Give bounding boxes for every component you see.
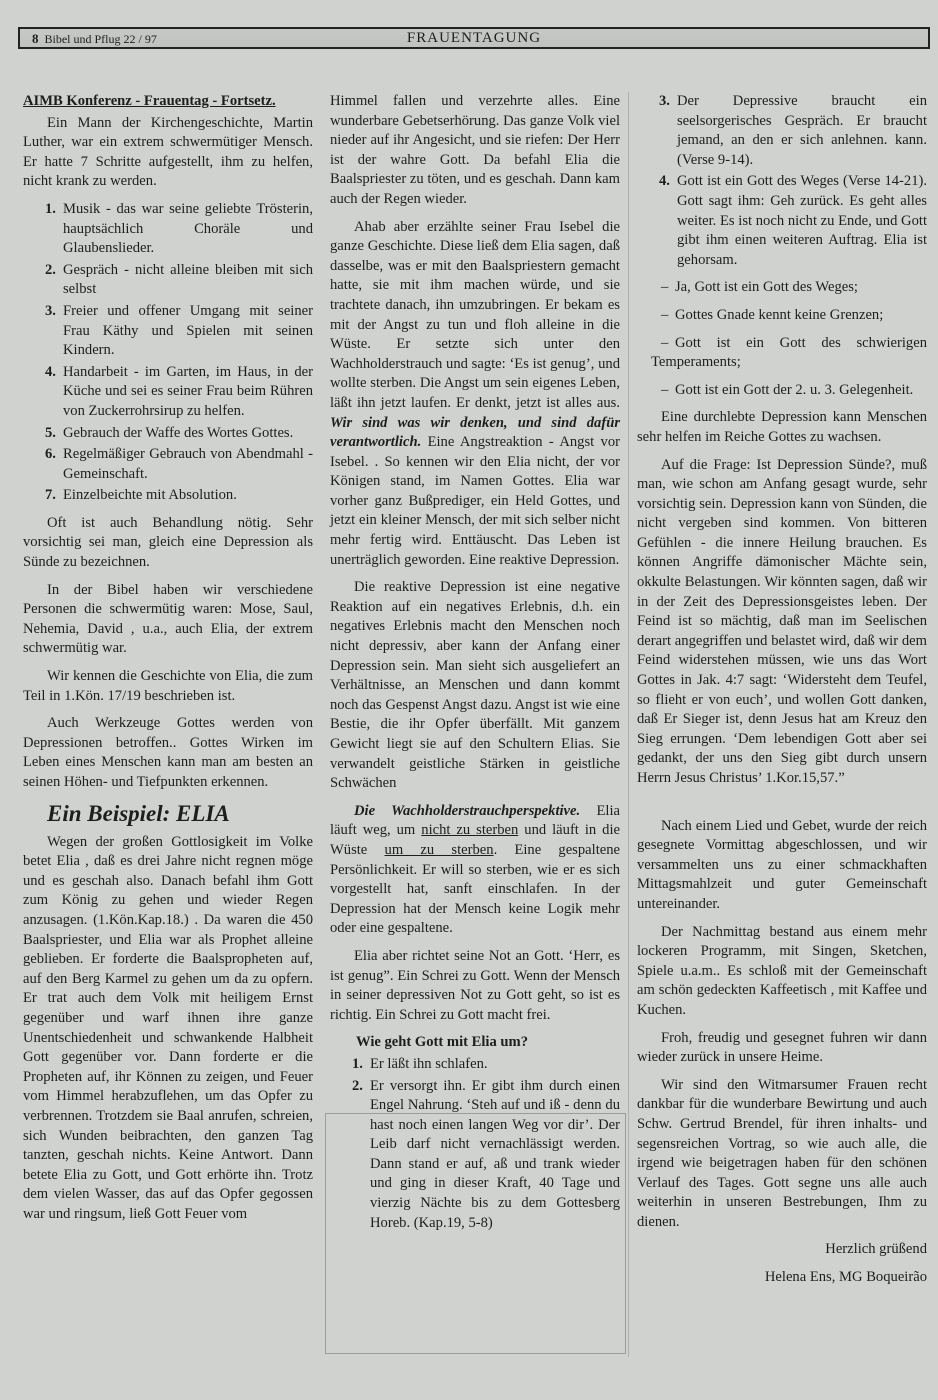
paragraph: Oft ist auch Behandlung nötig. Sehr vorsichtig sei man, gleich eine Depression als Sünde zu bezeichnen. [23, 514, 313, 571]
column-rule [628, 92, 629, 1357]
dash-item: – Ja, Gott ist ein Gott des Weges; [637, 278, 927, 298]
list-number: 7. [45, 487, 56, 504]
paragraph: Eine durchlebte Depression kann Menschen sehr helfen im Reiche Gottes zu wachsen. [637, 409, 927, 445]
emphasis-title: Die Wachholderstrauchperspektive. [354, 802, 581, 819]
dash-item: – Gott ist ein Gott des schwierigen Temperaments; [637, 334, 927, 373]
paragraph-text: Elia läuft weg, um [330, 802, 620, 839]
list-item [23, 424, 313, 444]
column-3 [637, 92, 927, 1296]
list-text: Gespräch - nicht alleine bleiben mit sich selbst [63, 261, 313, 298]
paragraph: Himmel fallen und verzehrte alles. Eine wunderbare Gebetserhörung. Das ganze Volk viel nieder auf ihr Angesicht, und sie riefen: Der Herr ist der wahre Gott. Da befahl Elia die Baalspriester zu töten, und es geschah. Dann kam auch der Regen wieder. [330, 93, 620, 207]
paragraph-text: Eine Angstreaktion - Angst vor Isebel. . So kennen wir den Elia nicht, der vor Königen stand, im Namen Gottes. Elia war vorher ganz Bußprediger, ein Held Gottes, und jetzt ein kleiner Mensch, der mit sich selber nicht mehr fertig wird. Enttäuscht. Das Leben ist unerträglich geworden. Eine reaktive Depression. [330, 434, 620, 568]
list-item [23, 486, 313, 506]
list-item [23, 302, 313, 361]
paragraph: Froh, freudig und gesegnet fuhren wir dann wieder zurück in unsere Heime. [637, 1029, 927, 1066]
paragraph: Auch Werkzeuge Gottes werden von Depressionen betroffen.. Gottes Wirken im Leben eines Menschen kann man am besten an seinen Höhen- und Tiefpunkten erkennen. [23, 715, 313, 790]
article-heading: AIMB Konferenz - Frauentag - Fortsetz. [23, 93, 276, 109]
list-item [637, 172, 927, 270]
paragraph [330, 802, 620, 939]
list-item [330, 1077, 620, 1234]
list-text: Er versorgt ihn. Er gibt ihm durch einen Engel Nahrung. ‘Steh auf und iß - denn du hast noch einen langen Weg vor dir’. Der Leib darf nicht vernachlässigt werden. Dann stand er auf, aß und trank wieder und ging in dieser Kraft, 40 Tage und vierzig Nächte bis zu dem Gottesberg Horeb. (Kap.19, 5-8) [370, 1077, 620, 1231]
paragraph: Ein Mann der Kirchengeschichte, Martin Luther, war ein extrem schwermütiger Mensch. Er hatte 7 Schritte aufgestellt, ihm zu helfen, nicht krank zu werden. [23, 114, 313, 190]
paragraph-text: Ahab aber erzählte seiner Frau Isebel die ganze Geschichte. Diese ließ dem Elia sagen, daß dasselbe, was er mit den Baalspriestern gemacht hatte, sie mit ihm machen würde, und sie trachtete danach, ihn umzubringen. Er bekam es mit der Angst zu tun und floh alleine in die Wüste. Er setzte sich unter den Wachholderstrauch und sagte: ‘Es ist genug’, und wollte sterben. Die Angst um sein eigenes Leben, läßt ihn jetzt laufen. Er denkt, jetzt ist alles aus. [330, 218, 620, 411]
list-item [23, 445, 313, 484]
list-text: Gott ist ein Gott des Weges (Verse 14-21). Gott sagt ihm: Geh zurück. Es geht alles weiter. Es ist noch nicht zu Ende, und Gott gibt ihm einen weiteren Auftrag. Elia ist gehorsam. [677, 173, 927, 268]
list-text: Handarbeit - im Garten, im Haus, in der Küche und sei es seiner Frau beim Rühren von Zuckerrohrsirup zu helfen. [63, 363, 313, 419]
list-item [23, 261, 313, 300]
list-number: 6. [45, 446, 56, 463]
closing-greeting: Herzlich grüßend [825, 1241, 927, 1258]
paragraph: Auf die Frage: Ist Depression Sünde?, muß man, wie schon am Anfang gesagt wurde, sehr vorsichtig sein. Depression kann von Sünden, die nicht vergeben sind kommen. Von bitteren Gefühlen - die innere Heilung brauchen. Es können Angriffe dämonischer Mächte sein, okkulte Belastungen. Wir könnten sagen, daß wir in der Zeit des Depressionsgeistes leben. Der Feind ist so mächtig, daß man im Seelischen derart angegriffen und belastet wird, daß wir dem Feind widerstehen müssen, wie uns das Wort Gottes in Jak. 4:7 sagt: ‘Widersteht dem Teufel, so flieht er von euch’, und wollen Gott danken, daß Er Sieger ist, denn Jesus hat am Kreuz den Sieg errungen. ‘Dem lebendigen Gott aber sei gedankt, der uns den Sieg gibt durch unsern Herrn Jesus Christus’ 1.Kor.15,57.” [637, 456, 927, 786]
list-number: 3. [45, 302, 56, 319]
underlined-text: nicht zu sterben [421, 822, 519, 839]
column-2 [330, 92, 620, 1241]
list-text: Gebrauch der Waffe des Wortes Gottes. [63, 424, 294, 441]
underlined-text: um zu sterben [384, 841, 494, 858]
column-1 [23, 92, 313, 1232]
publication-info: Bibel und Pflug 22 / 97 [44, 32, 157, 46]
paragraph: Die reaktive Depression ist eine negative Reaktion auf ein negatives Erlebnis, d.h. ein negatives Erlebnis macht den Menschen noch nicht depressiv, aber kann der Anfang einer Depression sein. Man sieht sich ausgeliefert an Verhältnisse, an Menschen und dann kommt noch das Gespenst Angst dazu. Angst ist wie eine Bestie, die ihr Opfer überfällt. Mit ganzem Gewicht liegt sie auf den Schultern Elias. Sie verwandelt geistliche Stärken in geistliche Schwächen [330, 579, 620, 792]
luther-steps-list [23, 200, 313, 506]
list-number: 1. [352, 1055, 363, 1072]
list-number: 1. [45, 200, 56, 217]
paragraph: Wir sind den Witmarsumer Frauen recht dankbar für die wunderbare Bewirtung und auch Schw. Gertrud Brendel, für ihren inhalts- und segensreichen Vortrag, so wie auch alle, die irgend wie beigetragen haben für den schönen Verlauf des Tages. Gott segne uns alle auch weiterhin in unseren Bestrebungen, Ihm zu dienen. [637, 1076, 927, 1230]
author-signature: Helena Ens, MG Boqueirão [764, 1269, 927, 1286]
list-number: 4. [45, 363, 56, 380]
page-header [18, 27, 930, 49]
list-text: Freier und offener Umgang mit seiner Frau Käthy und Spielen mit seinen Kindern. [63, 302, 313, 359]
section-subheading: Ein Beispiel: ELIA [47, 800, 230, 826]
list-number: 2. [45, 261, 56, 278]
paragraph: Nach einem Lied und Gebet, wurde der reich gesegnete Vormittag abgeschlossen, und wir versammelten uns zu einer schmackhaften Mittagsmahlzeit und guter Gemeinschaft untereinander. [637, 817, 927, 912]
list-item [23, 363, 313, 422]
dash-item: – Gott ist ein Gott der 2. u. 3. Gelegenheit. [637, 381, 927, 401]
list-number: 2. [352, 1077, 363, 1094]
answers-list-continued [637, 92, 927, 270]
dash-item: – Gottes Gnade kennt keine Grenzen; [637, 306, 927, 326]
page-number: 8 [32, 31, 39, 46]
paragraph [330, 218, 620, 571]
answers-list [330, 1055, 620, 1233]
list-text: Musik - das war seine geliebte Trösterin, hauptsächlich Choräle und Glaubenslieder. [63, 200, 313, 257]
paragraph: In der Bibel haben wir verschiedene Personen die schwermütig waren: Mose, Saul, Nehemia, David , u.a., auch Elia, der extrem schwermütig war. [23, 581, 313, 657]
list-text: Regelmäßiger Gebrauch von Abendmahl - Gemeinschaft. [63, 446, 313, 482]
list-text: Er läßt ihn schlafen. [370, 1055, 488, 1072]
paragraph-text: . Eine gespaltene Persönlichkeit. Er will so sterben, wie er es sich vorgestellt hat, sanft einschlafen. In der Depression hat der Mensch keine Logik mehr oder eine gespaltene. [330, 841, 620, 937]
question-heading: Wie geht Gott mit Elia um? [356, 1034, 529, 1051]
list-number: 3. [659, 93, 670, 109]
paragraph-text: und läuft in die Wüste [330, 822, 620, 858]
list-text: Der Depressive braucht ein seelsorgerisches Gespräch. Er braucht jemand, an den er sich anlehnen. kann. (Verse 9-14). [677, 93, 927, 168]
list-number: 4. [659, 173, 670, 190]
paragraph: Wir kennen die Geschichte von Elia, die zum Teil in 1.Kön. 17/19 beschrieben ist. [23, 668, 313, 704]
section-title: FRAUENTAGUNG [406, 30, 542, 46]
paragraph: Elia aber richtet seine Not an Gott. ‘Herr, es ist genug”. Ein Schrei zu Gott. Wenn der Mensch in seiner depressiven Not zu Gott geht, so ist es richtig. Ein Schrei zu Gott macht frei. [330, 947, 620, 1023]
paragraph: Wegen der großen Gottlosigkeit im Volke betet Elia , daß es drei Jahre nicht regnen möge und es geschah also. Danach befahl ihm Gott zum König zu gehen und wieder Regen anzusagen. (1.Kön.Kap.18.) . Da waren die 450 Baalspriester, und Elia war als Prophet alleine geblieben. Er forderte die Baalspropheten auf, auf den Berg Karmel zu gehen um da zu opfern. Er trat auch dem Volk mit heiligem Ernst gegenüber und warf ihnen ihre ganze Unentschiedenheit und schwankende Halbheit Gott gegenüber vor. Dann forderte er die Propheten auf, ihr Können zu zeigen, und Feuer vom Himmel herabzuflehen, um das Opfer zu verbrennen. Trotzdem sie Baal anrufen, schreien, sich Wunden beibrachten, den ganzen Tag tanzten, geschah nichts. Keine Antwort. Dann betete Elia zu Gott, und Gott erhörte ihn. Trotz dem vielen Wasser, das auf das Opfer gegossen war und ringsum, ließ Gott Feuer vom [23, 833, 313, 1222]
list-item [330, 1055, 620, 1075]
list-number: 5. [45, 424, 56, 441]
list-item [23, 200, 313, 259]
list-text: Einzelbeichte mit Absolution. [63, 487, 237, 504]
list-item [637, 92, 927, 170]
emphasis-text: Wir sind was wir denken, und sind dafür verantwortlich. [330, 414, 620, 451]
paragraph: Der Nachmittag bestand aus einem mehr lockeren Programm, mit Singen, Sketchen, Spiele u.a.m.. Es schloß mit der Gemeinschaft am schön gedeckten Kaffeetisch , mit Kaffee und Kuchen. [637, 923, 927, 1018]
